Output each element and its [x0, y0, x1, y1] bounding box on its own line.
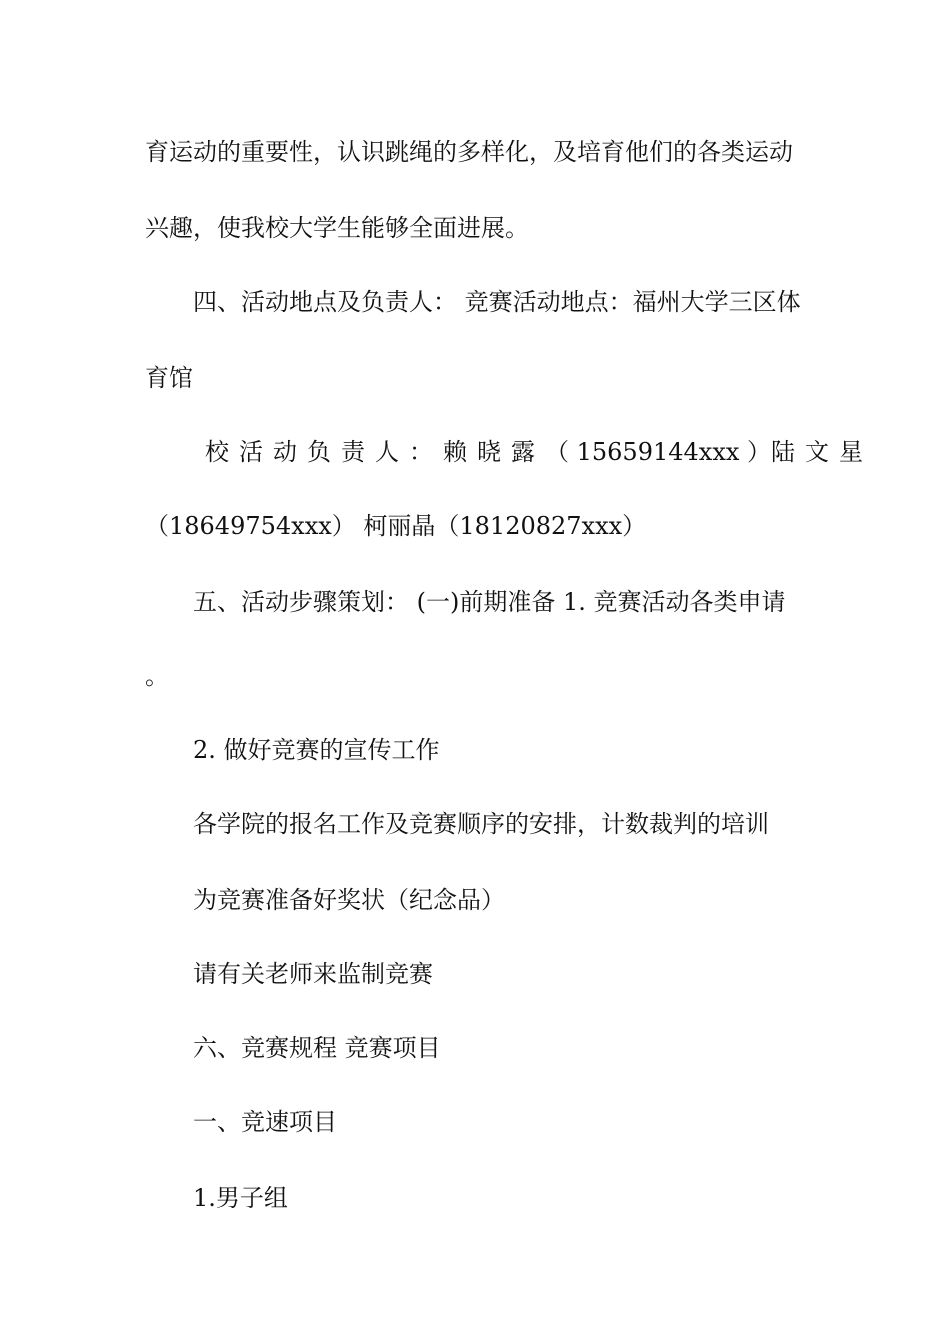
- paragraph-line: 育馆: [145, 364, 193, 392]
- subsection-heading: 一、竞速项目: [193, 1108, 337, 1136]
- paragraph-line: 育运动的重要性，认识跳绳的多样化，及培育他们的各类运动: [145, 138, 793, 166]
- section-heading-steps: 五、活动步骤策划： (一)前期准备 1. 竞赛活动各类申请: [193, 588, 786, 616]
- contact-phone-1: （ 15659144xxx ）: [545, 438, 772, 466]
- paragraph-line: 兴趣，使我校大学生能够全面进展。: [145, 214, 529, 242]
- list-item: 1.男子组: [193, 1184, 288, 1212]
- contact-person-1: 赖晓露: [443, 438, 545, 466]
- contact-line-2: （18649754xxx） 柯丽晶（18120827xxx）: [145, 512, 647, 540]
- list-item: 各学院的报名工作及竞赛顺序的安排，计数裁判的培训: [193, 810, 769, 838]
- list-item: 请有关老师来监制竞赛: [193, 960, 433, 988]
- list-item: 为竞赛准备好奖状（纪念品）: [193, 886, 505, 914]
- contact-person-2: 陆文星: [771, 438, 874, 466]
- section-heading-rules: 六、竞赛规程 竞赛项目: [193, 1034, 441, 1062]
- contact-label: 校活动负责人：: [205, 438, 443, 466]
- paragraph-line: 。: [145, 662, 169, 690]
- list-item: 2. 做好竞赛的宣传工作: [193, 736, 440, 764]
- section-heading-venue: 四、活动地点及负责人： 竞赛活动地点：福州大学三区体: [193, 288, 801, 316]
- contact-line: [205, 436, 874, 468]
